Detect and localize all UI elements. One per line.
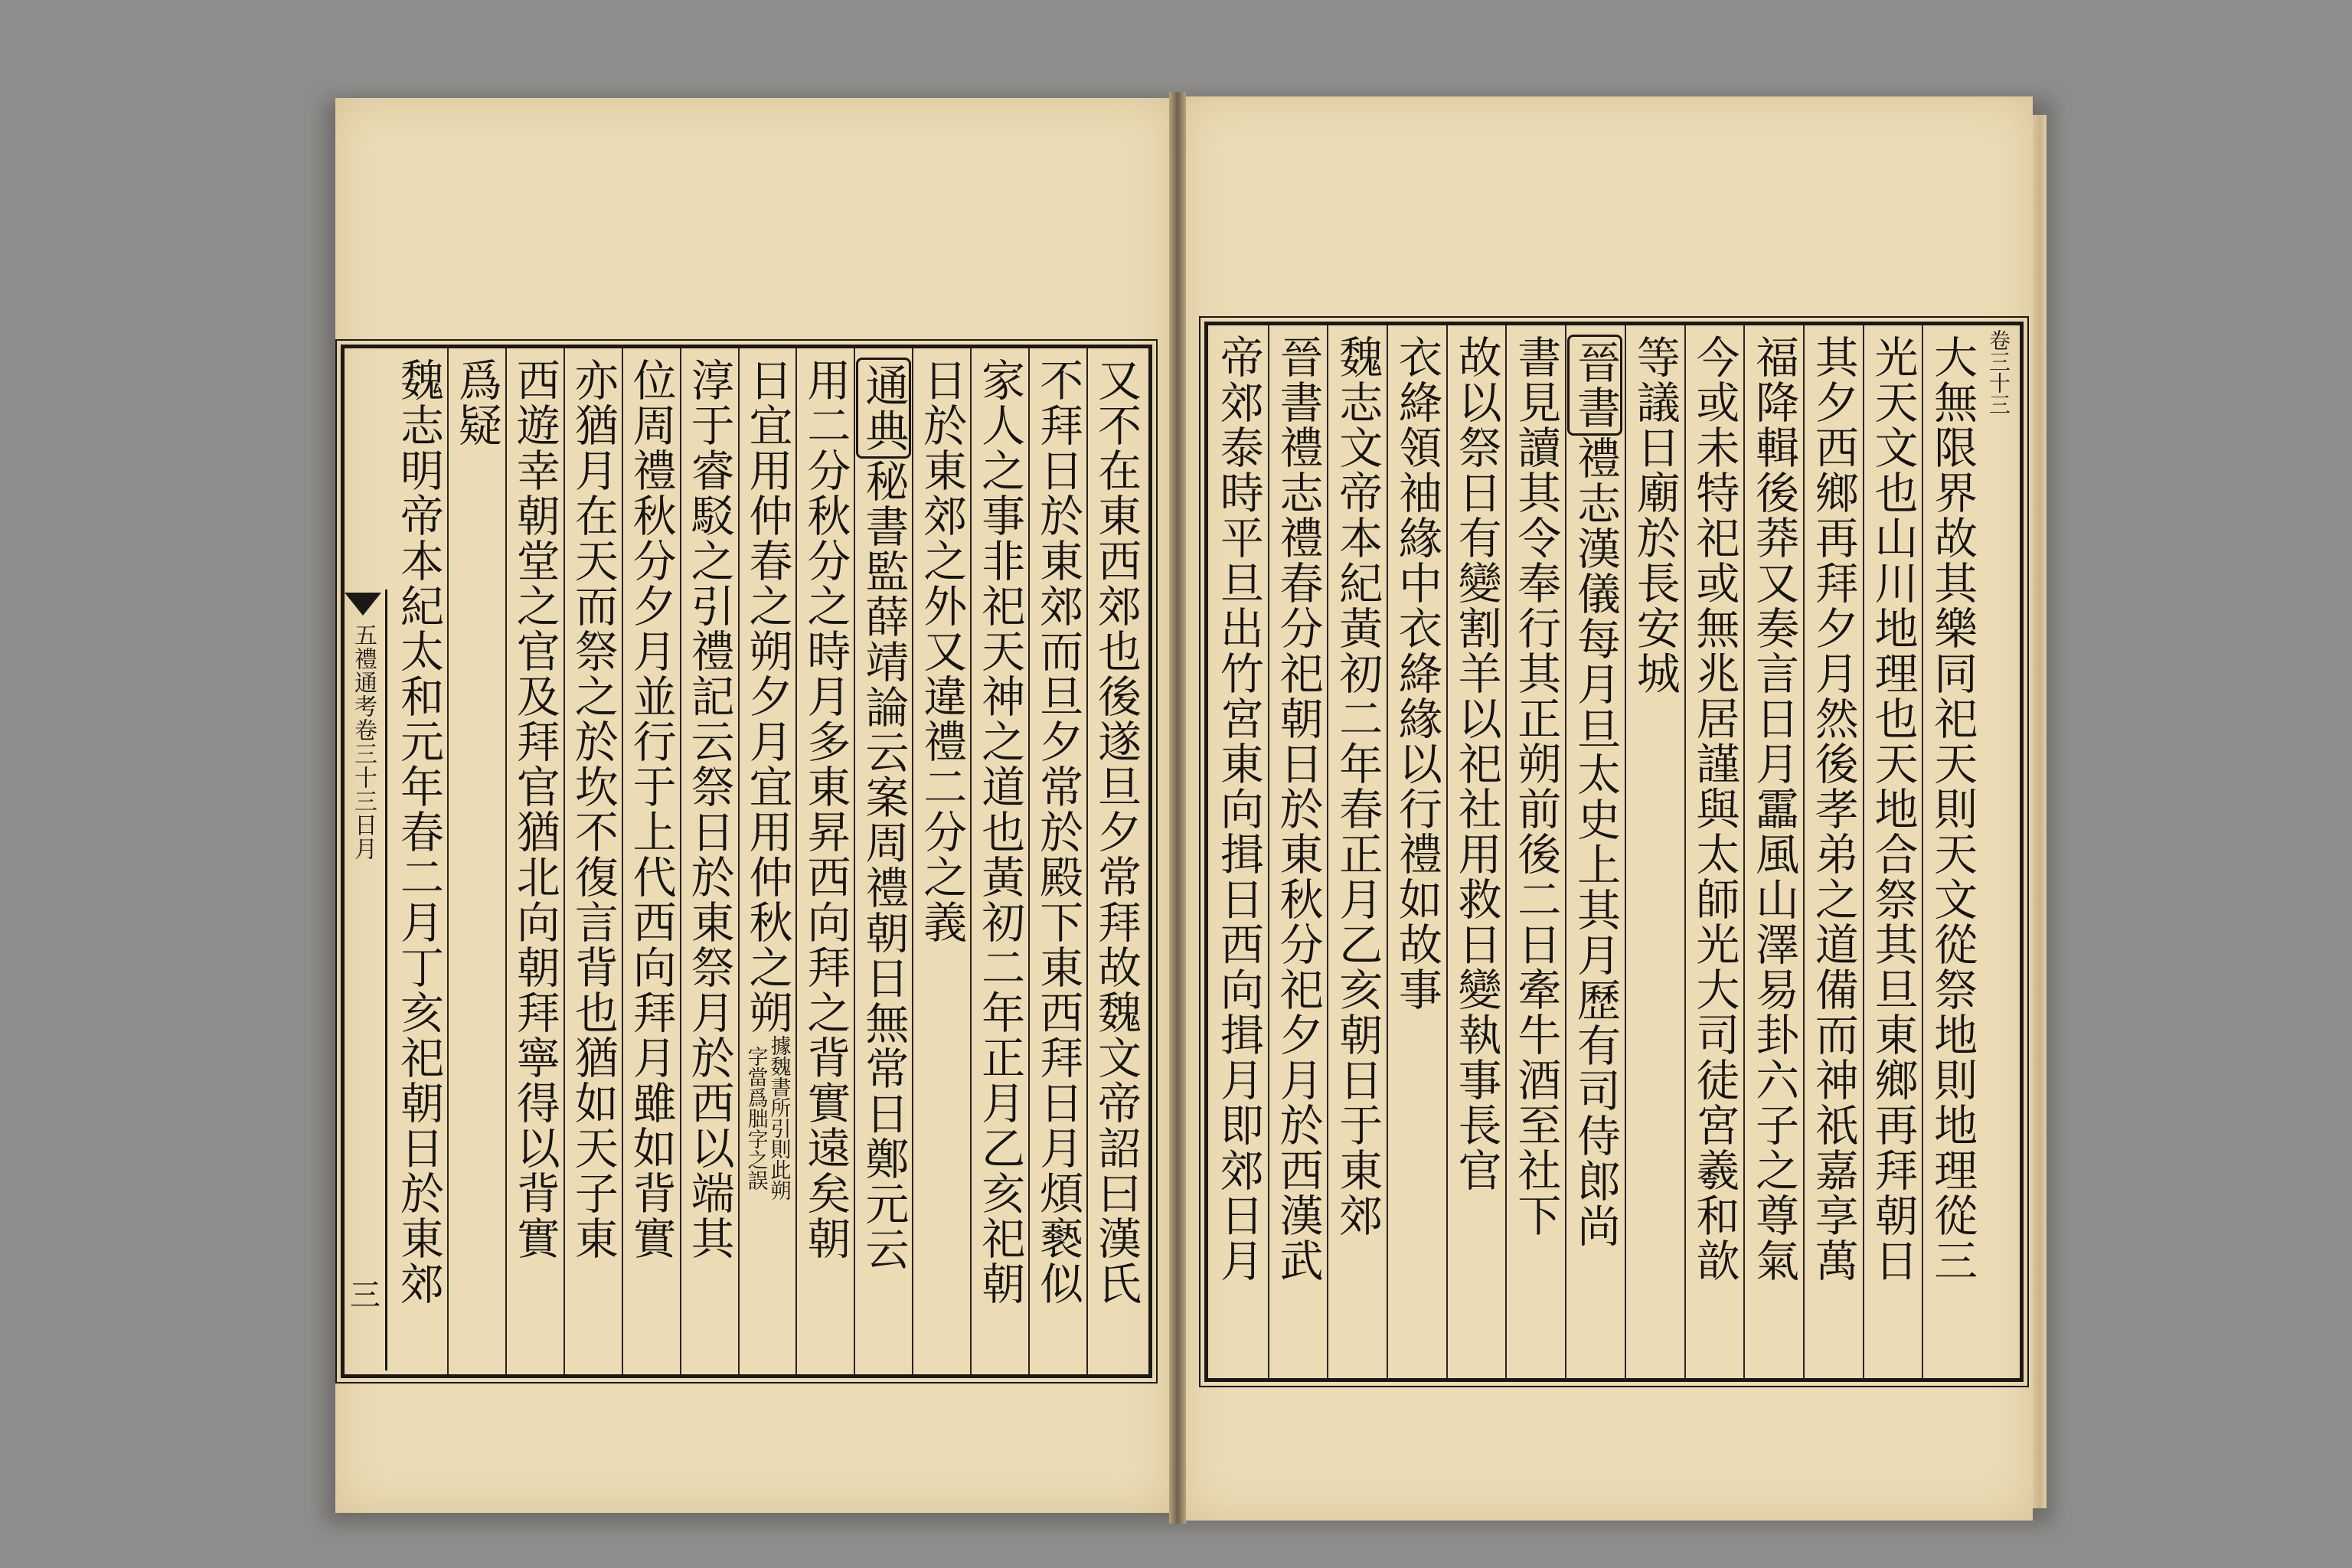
column-text: 魏志文帝本紀黃初二年春正月乙亥朝日于東郊 [1331,335,1383,1238]
column-text: 淳于睿駁之引禮記云祭日於東祭月於西以端其 [684,358,735,1261]
column-text-wrap [1213,335,1264,1283]
text-column [622,348,681,1374]
column-text: 今或未特祀或無兆居謹與太師光大司徒宮羲和歆 [1688,335,1740,1283]
text-column [1446,325,1508,1378]
column-text: 位周禮秋分夕月並行于上代西向拜月雖如背實 [626,358,677,1261]
column-text: 故以祭日有變割羊以祀社用救日變執事長官 [1451,335,1502,1193]
folio-number: 三 [345,1279,381,1309]
column-text-wrap [1570,335,1621,1249]
column-text: 福降輯後莽又奏言日月靁風山澤易卦六子之尊氣 [1748,335,1799,1283]
text-column [1803,325,1864,1378]
column-text: 亦猶月在天而祭之於坎不復言背也猶如天子東 [567,358,619,1261]
column-text-wrap [684,358,735,1261]
book-gutter [1169,92,1186,1524]
column-text: 禮志漢儀每月旦太史上其月歷有司侍郎尚 [1570,436,1621,1249]
column-text-wrap [1867,335,1918,1283]
column-text-wrap [1451,335,1502,1193]
text-column [389,348,449,1374]
column-text: 等議日廟於長安城 [1629,335,1681,696]
column-text: 魏志明帝本紀太和元年春二月丁亥祀朝日於東郊 [393,358,444,1306]
column-text-wrap [916,358,967,945]
column-text-wrap [1808,335,1859,1283]
column-text: 大無限界故其樂同祀天則天文從祭地則地理從三 [1926,335,1978,1283]
text-column [970,348,1030,1374]
right-page-header: 卷三十三 [1986,329,2011,415]
left-text-frame [341,345,1152,1378]
text-column [1327,325,1388,1378]
text-column [680,348,740,1374]
column-text: 晉書禮志禮春分祀朝日於東秋分祀夕月於西漢武 [1272,335,1324,1283]
text-column [1086,348,1145,1374]
column-text-wrap [1331,335,1383,1238]
column-text-wrap [626,358,677,1261]
boxed-source-label: 晉書 [1567,335,1622,436]
text-column [738,348,798,1374]
text-column [854,348,913,1374]
column-text: 光天文也山川地理也天地合祭其旦東鄉再拜朝日 [1867,335,1918,1283]
column-text-wrap [451,358,502,448]
column-text: 家人之事非祀天神之道也黃初二年正月乙亥祀朝 [974,358,1025,1306]
column-text: 西遊幸朝堂之官及拜官猶北向朝拜寧得以背實 [509,358,560,1261]
column-text-wrap [509,358,560,1261]
text-column [1208,325,1269,1378]
column-text: 日於東郊之外又違禮二分之義 [916,358,967,945]
text-column [1863,325,1924,1378]
column-text-wrap [567,358,619,1261]
column-text: 不拜日於東郊而旦夕常於殿下東西拜日月煩褻似 [1032,358,1083,1306]
column-text-wrap [393,358,444,1306]
page-edge [2033,115,2047,1508]
column-text: 衣絳領袖緣中衣絳緣以行禮如故事 [1391,335,1442,1012]
boxed-source-label: 通典 [856,358,911,459]
text-column [795,348,855,1374]
column-text: 其夕西鄉再拜夕月然後孝弟之道備而神祇嘉享萬 [1808,335,1859,1283]
interlinear-note [743,1035,789,1200]
column-text: 爲疑 [451,358,502,448]
column-text-wrap [1748,335,1799,1283]
column-text-wrap [1272,335,1324,1283]
text-column [1922,325,1981,1378]
column-text-wrap [1032,358,1083,1306]
column-text: 又不在東西郊也後遂旦夕常拜故魏文帝詔曰漢氏 [1090,358,1142,1306]
text-column [1625,325,1686,1378]
column-text-wrap [974,358,1025,1306]
note-line: 字當爲朏字之誤 [743,1045,768,1191]
column-text-wrap [1090,358,1142,1306]
text-column [1743,325,1805,1378]
text-column [1028,348,1088,1374]
column-text: 用二分秋分之時月多東昇西向拜之背實遠矣朝 [799,358,851,1261]
column-text: 秘書監薛靖論云案周禮朝日無常日鄭元云 [858,459,909,1272]
right-text-frame [1204,322,2024,1382]
column-text: 帝郊泰時平旦出竹宮東向揖日西向揖月即郊日月 [1213,335,1264,1283]
text-column [1387,325,1448,1378]
column-text-wrap [1391,335,1442,1012]
text-column [1268,325,1329,1378]
text-column [1505,325,1566,1378]
column-text: 日宜用仲春之朔夕月宜用仲秋之朔 [741,358,792,1035]
text-column [1565,325,1626,1378]
note-line: 據魏書所引則此朔 [766,1035,791,1200]
text-column [1684,325,1746,1378]
column-text: 書見讀其令奉行其正朔前後二日牽牛酒至社下 [1510,335,1561,1238]
column-text-wrap [1926,335,1978,1283]
column-text-wrap [1688,335,1740,1283]
text-column [912,348,972,1374]
column-text-wrap [799,358,851,1261]
text-column [505,348,565,1374]
margin-title: 五禮通考卷三十三日月 [350,623,377,861]
column-text-wrap [741,358,792,1035]
column-text-wrap [1629,335,1681,696]
column-text-wrap [858,358,909,1272]
column-text-wrap [1510,335,1561,1238]
text-column [447,348,507,1374]
text-column [564,348,623,1374]
